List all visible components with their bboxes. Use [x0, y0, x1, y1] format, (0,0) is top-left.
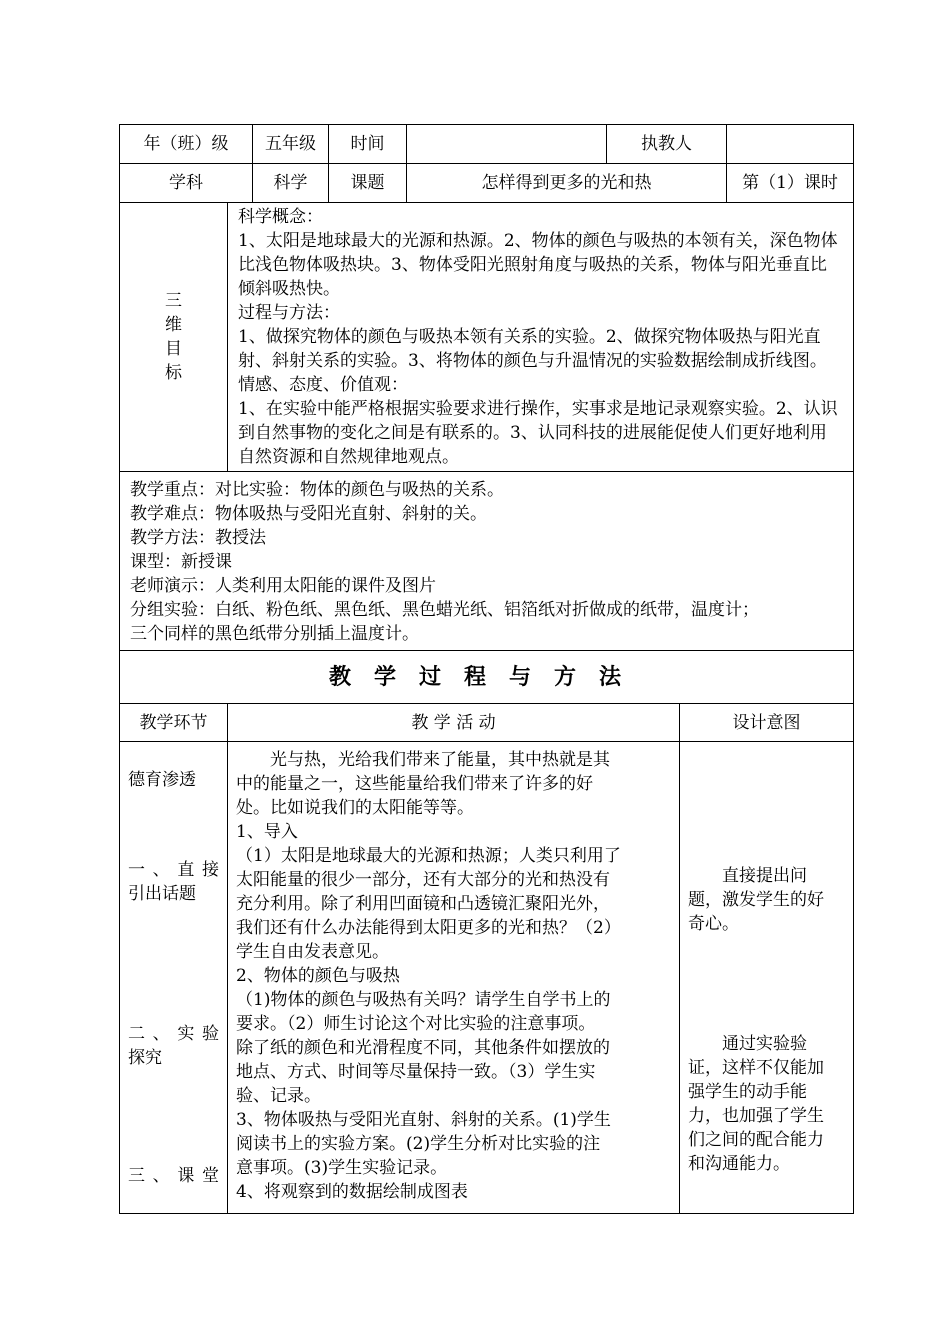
stage-moral: 德育渗透 — [128, 770, 196, 790]
stage-intro-1: 一、直接 — [128, 860, 219, 880]
subject-value: 科学 — [253, 164, 329, 203]
intent-first-1: 直接提出问 — [722, 866, 807, 886]
goals-content: 科学概念： 1、太阳是地球最大的光源和热源。2、物体的颜色与吸热的本领有关，深色物体 比浅色物体吸热块。3、物体受阳光照射角度与吸热的关系，物体与阳光垂直比 倾斜吸热快。 过程与方法： 1、做探究物体的颜色与吸热本领有关系的实验。2、做探究物体吸热与阳光直 射、斜射关系的实验。3、将物体的颜色与升温情况的实验数据绘制成折线图。 情感、态度、价值观： 1、在实验中能严格根据实验要求进行操作，实事求是地记录观察实验。2、认识 到自然事物的变化之间是有联系的。3、认同科技的进展能促使人们更好地利用 自然资源和自然规律地观点。 — [228, 203, 854, 472]
stage-intro-2: 引出话题 — [128, 884, 196, 904]
topic-label: 课题 — [329, 164, 407, 203]
subject-label: 学科 — [120, 164, 253, 203]
time-value — [407, 125, 607, 164]
intent-header: 设计意图 — [680, 704, 854, 742]
stage-column — [120, 742, 228, 1214]
stage-experiment-2: 探究 — [128, 1048, 162, 1068]
stage-classroom: 三、课堂 — [128, 1166, 219, 1186]
teacher-label: 执教人 — [607, 125, 727, 164]
intent-column: 直接提出问 题，激发学生的好 奇心。 通过实验验 证，这样不仅能加 强学生的动手能 力，也加强了学生 们之间的配合能力 和沟通能力。 — [680, 742, 854, 1214]
stage-experiment-1: 二、实验 — [128, 1024, 219, 1044]
lesson-number: 第（1）课时 — [727, 164, 854, 203]
teacher-value — [727, 125, 854, 164]
time-label: 时间 — [329, 125, 407, 164]
stage-header: 教学环节 — [120, 704, 228, 742]
activity-header: 教 学 活 动 — [228, 704, 680, 742]
topic-value: 怎样得到更多的光和热 — [407, 164, 727, 203]
lesson-plan-table — [119, 124, 854, 704]
teaching-info: 教学重点：对比实验：物体的颜色与吸热的关系。 教学难点：物体吸热与受阳光直射、斜射的关。 教学方法：教授法 课型：新授课 老师演示：人类利用太阳能的课件及图片 分组实验：白纸、粉色纸、黑色纸、黑色蜡光纸、铝箔纸对折做成的纸带，温度计； 三个同样的黑色纸带分别插上温度计。 — [120, 472, 854, 651]
section-title: 教学过程与方法 — [120, 651, 854, 704]
goals-side-label: 三 维 目 标 — [120, 203, 228, 472]
grade-label: 年（班）级 — [120, 125, 253, 164]
grade-value: 五年级 — [253, 125, 329, 164]
activity-column: 光与热，光给我们带来了能量，其中热就是其 中的能量之一，这些能量给我们带来了许多的好 处。比如说我们的太阳能等等。 1、导入 （1）太阳是地球最大的光源和热源；人类只利用了 太阳能量的很少一部分，还有大部分的光和热没有 充分利用。除了利用凹面镜和凸透镜汇聚阳光外， 我们还有什么办法能得到太阳更多的光和热？（2） 学生自由发表意见。 2、物体的颜色与吸热 （1)物体的颜色与吸热有关吗？请学生自学书上的 要求。（2）师生讨论这个对比实验的注意事项。 除了纸的颜色和光滑程度不同，其他条件如摆放的 地点、方式、时间等尽量保持一致。（3）学生实 验、记录。 3、物体吸热与受阳光直射、斜射的关系。(1)学生 阅读书上的实验方案。(2)学生分析对比实验的注 意事项。(3)学生实验记录。 4、将观察到的数据绘制成图表 — [228, 742, 680, 1214]
lesson-plan — [119, 124, 853, 1214]
intent-second-1: 通过实验验 — [722, 1034, 807, 1054]
process-table — [119, 703, 854, 1214]
